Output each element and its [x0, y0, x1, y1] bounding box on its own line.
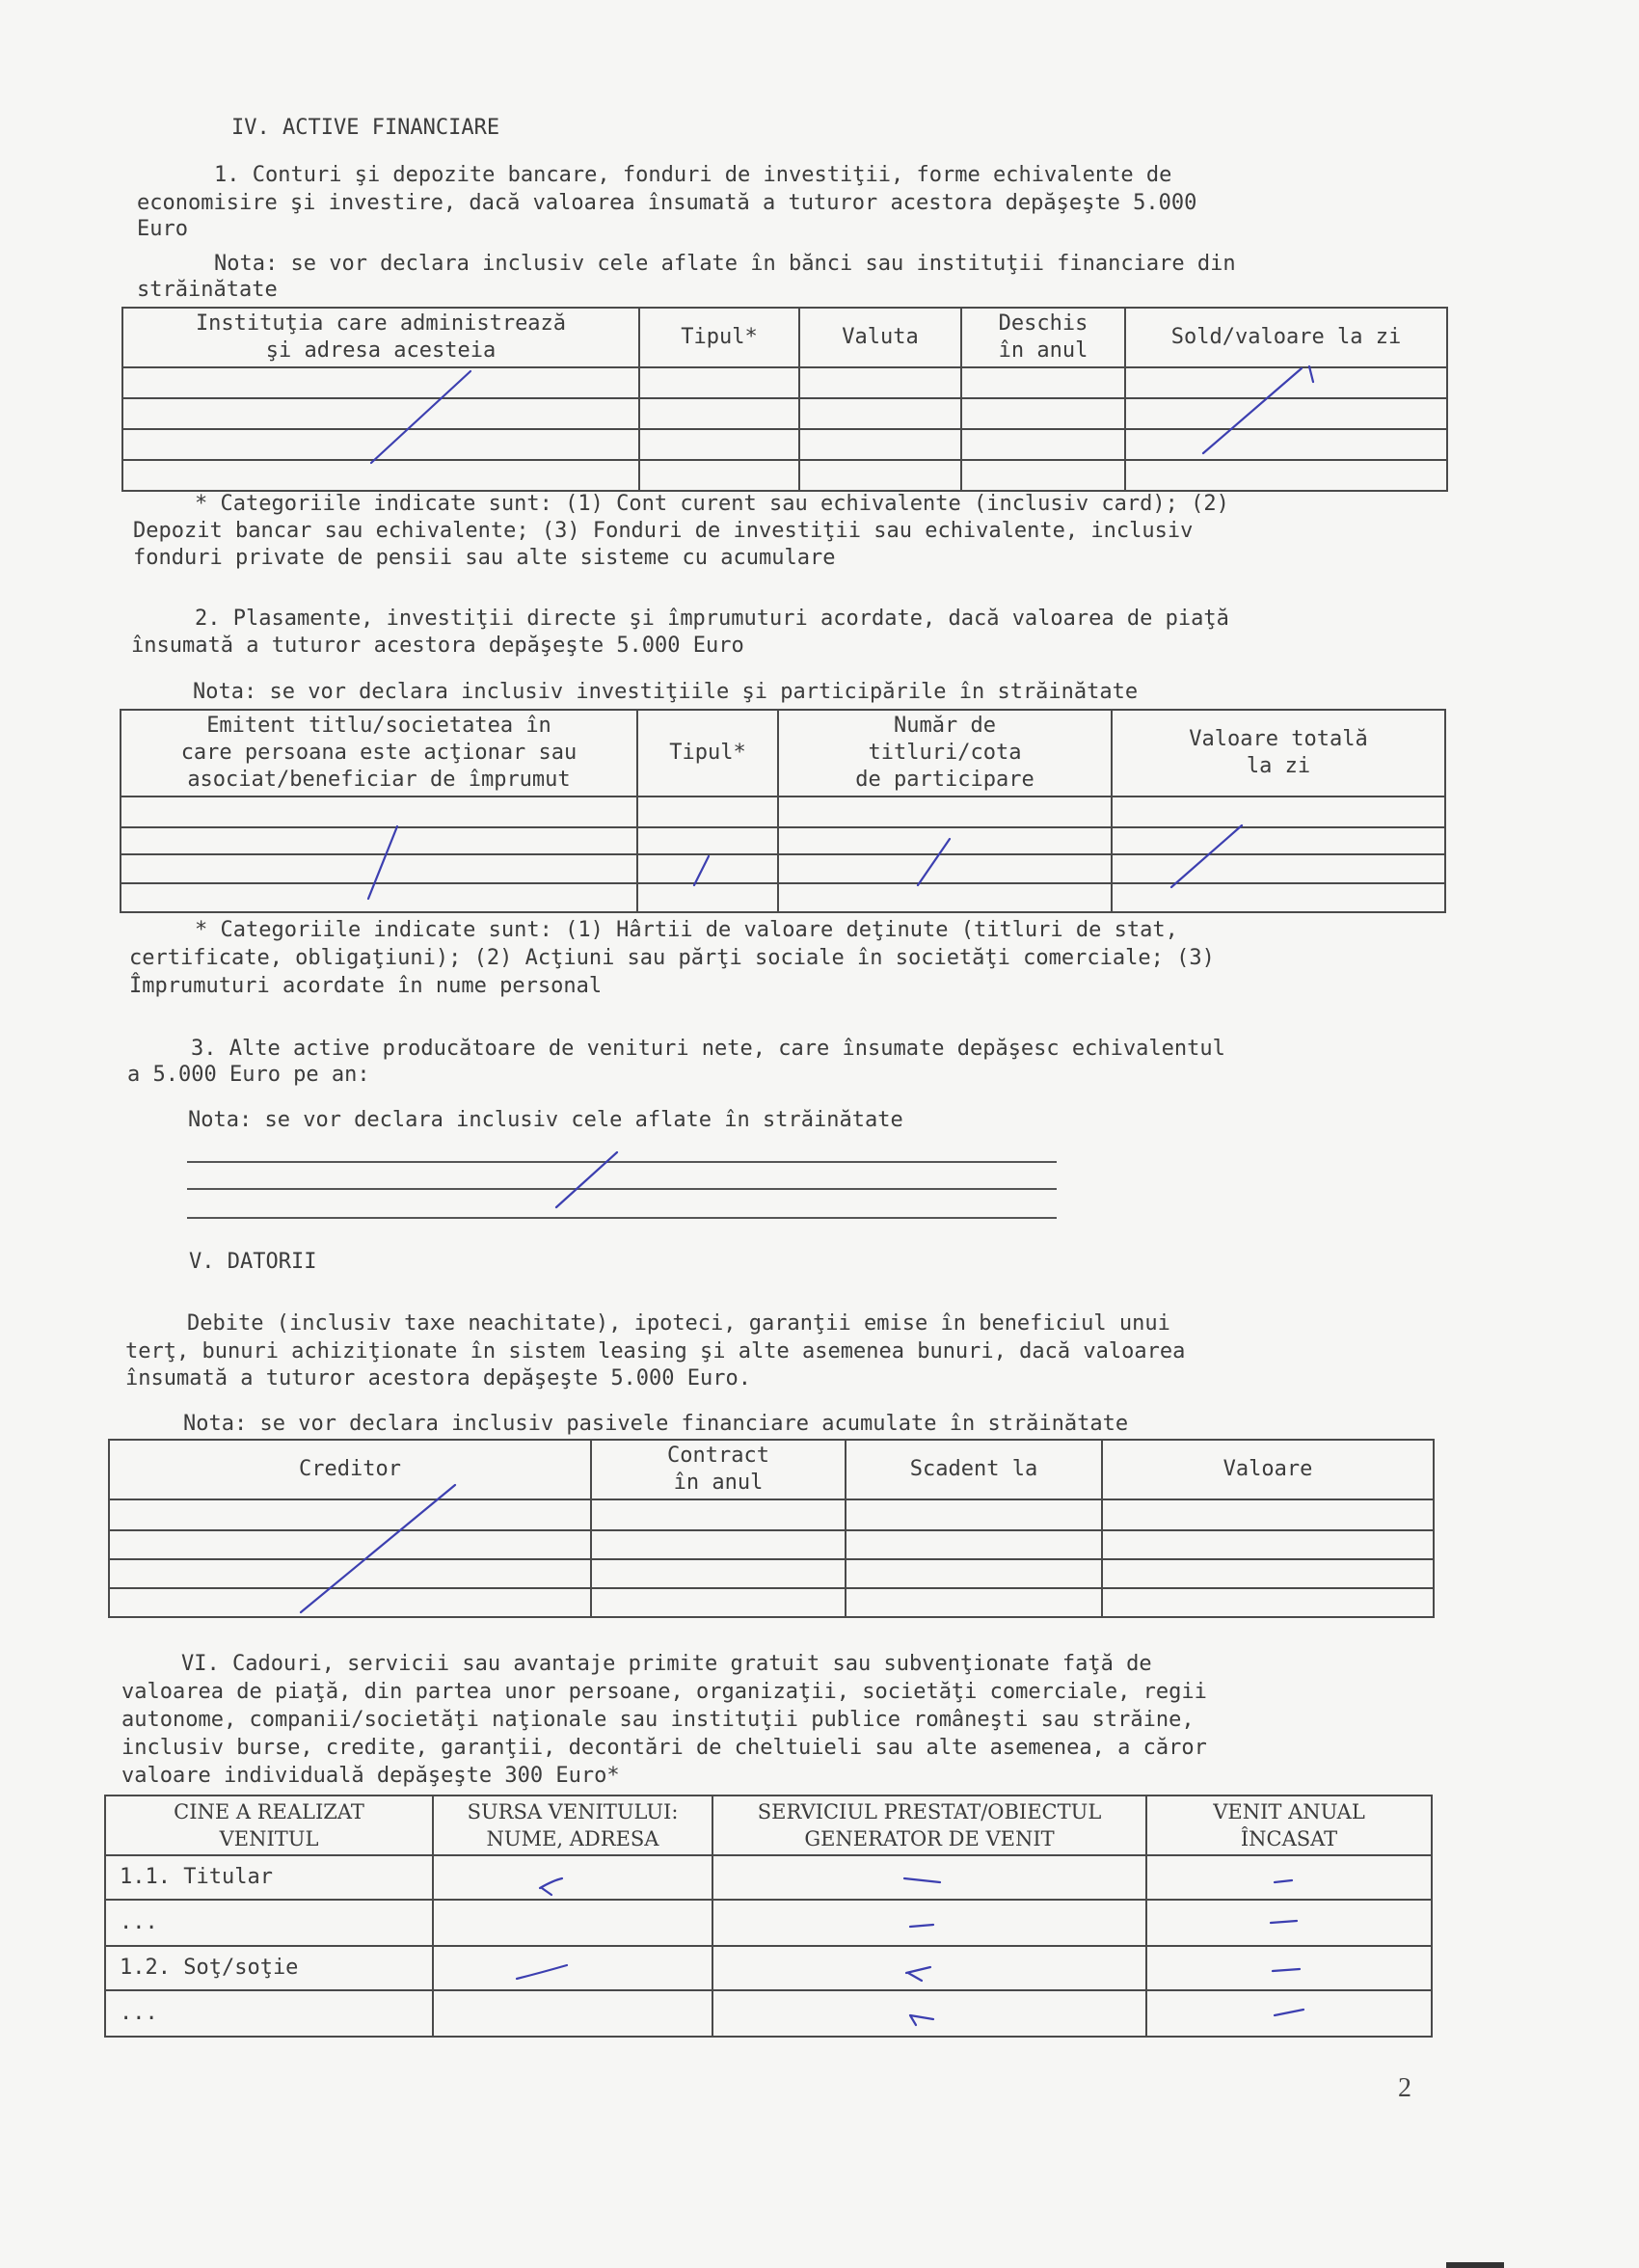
header-cell: Emitent titlu/societatea în care persoana este acţionar sau asociat/beneficiar de împrumut: [121, 710, 637, 796]
table-row: [109, 1559, 1434, 1588]
footnote-line: * Categoriile indicate sunt: (1) Hârtii de valoare deţinute (titluri de stat,: [195, 918, 1178, 942]
item2-note: Nota: se vor declara inclusiv investiţiile şi participările în străinătate: [193, 680, 1139, 704]
table-row: [122, 460, 1447, 491]
footnote-line: Împrumuturi acordate în nume personal: [129, 974, 603, 998]
section-v-line: terţ, bunuri achiziţionate în sistem leasing şi alte asemenea bunuri, dacă valoarea: [125, 1339, 1186, 1364]
item2-line: 2. Plasamente, investiţii directe şi împrumuturi acordate, dacă valoarea de piaţă: [195, 607, 1229, 631]
section-vi-line: autonome, companii/societăţi naţionale sau instituţii publice româneşti sau străine,: [121, 1708, 1195, 1732]
header-cell: Număr de titluri/cota de participare: [778, 710, 1112, 796]
section-v-note: Nota: se vor declara inclusiv pasivele financiare acumulate în străinătate: [183, 1412, 1129, 1436]
blank-line: [187, 1188, 1057, 1190]
blank-line: [187, 1217, 1057, 1219]
table-row: ...: [105, 1990, 1432, 2037]
footnote-line: certificate, obligaţiuni); (2) Acţiuni sau părţi sociale în societăţi comerciale; (3): [129, 946, 1215, 970]
scan-edge-mark: [1446, 2262, 1504, 2268]
section-vi-line: valoare individuală depăşeşte 300 Euro*: [121, 1764, 620, 1788]
section-v-heading: V. DATORII: [189, 1250, 317, 1274]
page-number: 2: [1398, 2073, 1411, 2103]
item1-line: Euro: [137, 217, 188, 241]
section-v-line: Debite (inclusiv taxe neachitate), ipoteci, garanţii emise în beneficiul unui: [187, 1311, 1170, 1336]
item1-line: 1. Conturi şi depozite bancare, fonduri de investiţii, forme echivalente de: [214, 163, 1172, 187]
footnote-line: fonduri private de pensii sau alte sisteme cu acumulare: [133, 546, 836, 570]
gifts-table: [104, 1795, 1433, 2038]
footnote-line: * Categoriile indicate sunt: (1) Cont curent sau echivalente (inclusiv card); (2): [195, 492, 1229, 516]
header-cell: CINE A REALIZAT VENITUL: [105, 1796, 433, 1855]
table-row: [122, 429, 1447, 460]
header-cell: Tipul*: [639, 308, 799, 367]
header-cell: Instituţia care administrează şi adresa acesteia: [122, 308, 639, 367]
header-cell: Deschis în anul: [961, 308, 1125, 367]
footnote-line: Depozit bancar sau echivalente; (3) Fonduri de investiţii sau echivalente, inclusiv: [133, 519, 1194, 543]
header-cell: VENIT ANUAL ÎNCASAT: [1146, 1796, 1432, 1855]
section-vi-line: valoarea de piaţă, din partea unor persoane, organizaţii, societăţi comerciale, regii: [121, 1680, 1207, 1704]
header-cell: Creditor: [109, 1440, 591, 1499]
table-row: [109, 1530, 1434, 1559]
section-v-line: însumată a tuturor acestora depăşeşte 5.000 Euro.: [125, 1366, 752, 1390]
table-row: [122, 398, 1447, 429]
table-row: ...: [105, 1900, 1432, 1946]
table-row: 1.1. Titular: [105, 1855, 1432, 1900]
header-cell: SURSA VENITULUI: NUME, ADRESA: [433, 1796, 712, 1855]
item1-line: economisire şi investire, dacă valoarea însumată a tuturor acestora depăşeşte 5.000: [137, 191, 1197, 215]
header-cell: Tipul*: [637, 710, 778, 796]
item1-note: Nota: se vor declara inclusiv cele aflate în bănci sau instituţii financiare din: [214, 252, 1236, 276]
header-cell: Valuta: [799, 308, 961, 367]
item3-note: Nota: se vor declara inclusiv cele aflate în străinătate: [188, 1108, 903, 1132]
section-vi-line: inclusiv burse, credite, garanţii, decontări de cheltuieli sau alte asemenea, a căror: [121, 1736, 1207, 1760]
header-cell: Valoare totală la zi: [1112, 710, 1445, 796]
table-row: 1.2. Soţ/soţie: [105, 1946, 1432, 1990]
header-cell: Sold/valoare la zi: [1125, 308, 1447, 367]
table-row: [122, 367, 1447, 398]
table-row: [109, 1499, 1434, 1530]
item3-line: a 5.000 Euro pe an:: [127, 1063, 370, 1087]
table-row: [121, 883, 1445, 912]
table-row: [121, 796, 1445, 827]
table-row: [109, 1588, 1434, 1617]
table-row: [121, 854, 1445, 883]
blank-line: [187, 1161, 1057, 1163]
header-cell: Valoare: [1102, 1440, 1434, 1499]
debts-table: [108, 1439, 1435, 1618]
section-vi-line: VI. Cadouri, servicii sau avantaje primite gratuit sau subvenţionate faţă de: [181, 1652, 1152, 1676]
header-cell: Scadent la: [846, 1440, 1102, 1499]
bank-accounts-table: [121, 307, 1448, 492]
investments-table: [120, 709, 1446, 913]
header-cell: SERVICIUL PRESTAT/OBIECTUL GENERATOR DE VENIT: [712, 1796, 1146, 1855]
item1-note: străinătate: [137, 278, 278, 302]
item3-line: 3. Alte active producătoare de venituri nete, care însumate depăşesc echivalentul: [191, 1037, 1225, 1061]
section-iv-heading: IV. ACTIVE FINANCIARE: [231, 116, 500, 140]
header-cell: Contract în anul: [591, 1440, 846, 1499]
table-row: [121, 827, 1445, 854]
item2-line: însumată a tuturor acestora depăşeşte 5.000 Euro: [131, 634, 744, 658]
